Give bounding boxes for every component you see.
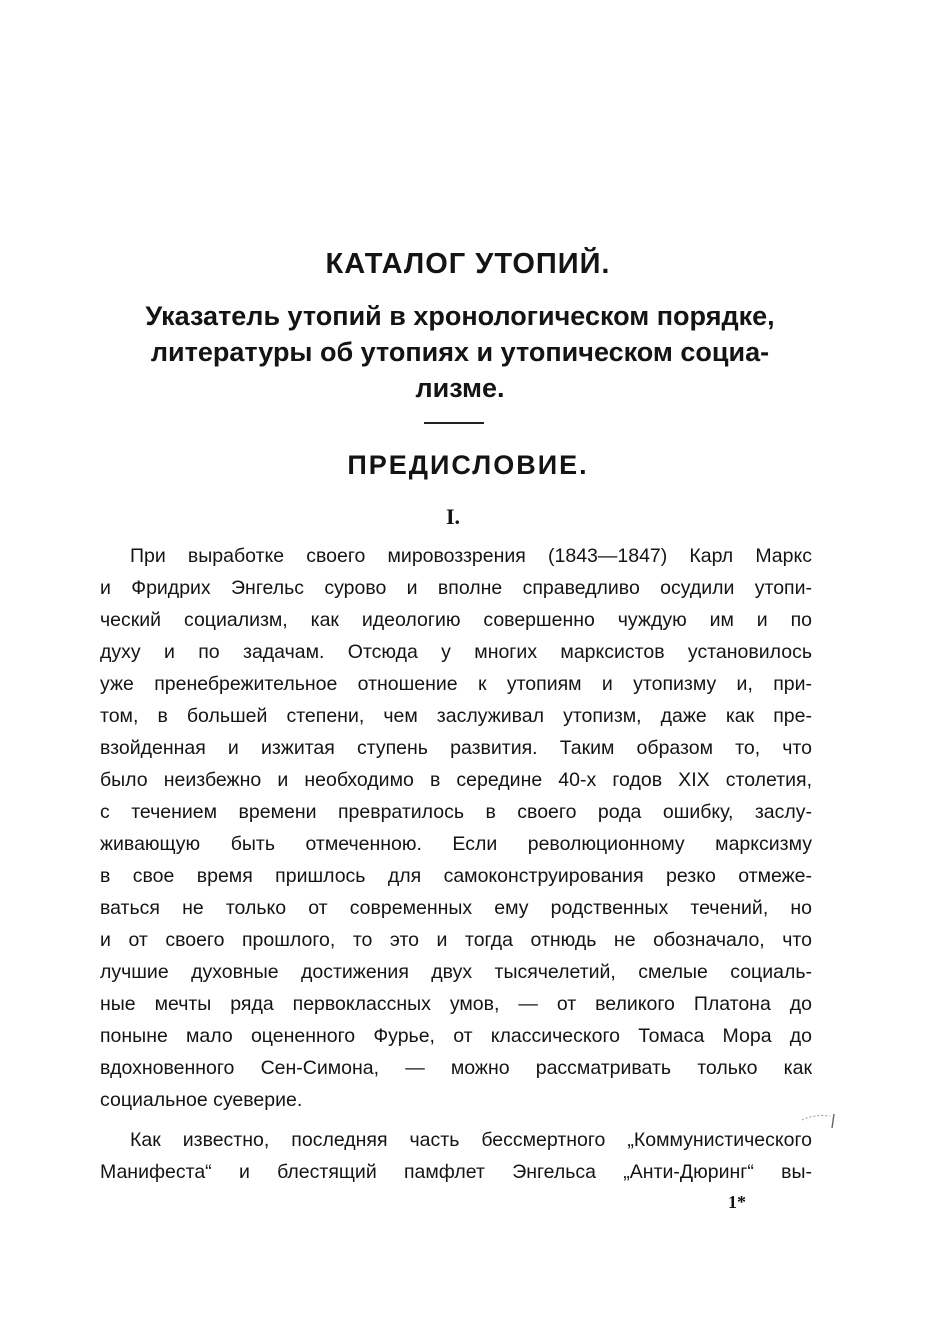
text-line: и от своего прошлого, то это и тогда отнюдь не обозначало, что — [100, 929, 812, 951]
section-divider — [424, 422, 484, 424]
text-line: ваться не только от современных ему родственных течений, но — [100, 897, 812, 919]
section-heading: ПРЕДИСЛОВИЕ. — [347, 450, 589, 480]
subtitle-line: лизме. — [415, 373, 505, 403]
body-text — [100, 540, 812, 1188]
text-line: и Фридрих Энгельс сурово и вполне справедливо осудили утопи- — [100, 577, 812, 599]
paragraph-gap — [100, 1116, 812, 1124]
text-line: взойденная и изжитая ступень развития. Таким образом то, что — [100, 737, 812, 759]
text-line: лучшие духовные достижения двух тысячелетий, смелые социаль- — [100, 961, 812, 983]
text-line: живающую быть отмеченною. Если революционному марксизму — [100, 833, 812, 855]
subtitle-line: Указатель утопий в хронологическом порядке, — [145, 301, 775, 331]
section-number: I. — [445, 504, 461, 529]
text-line: было неизбежно и необходимо в середине 40-х годов XIX столетия, — [100, 769, 812, 791]
page-title: КАТАЛОГ УТОПИЙ. — [325, 248, 611, 280]
text-line: При выработке своего мировоззрения (1843—1847) Карл Маркс — [130, 545, 812, 567]
text-line: том, в большей степени, чем заслуживал утопизм, даже как пре- — [100, 705, 812, 727]
text-line: ческий социализм, как идеологию совершенно чуждую им и по — [100, 609, 812, 631]
text-line: духу и по задачам. Отсюда у многих марксистов установилось — [100, 641, 812, 663]
pencil-mark-icon — [800, 1110, 840, 1140]
text-line: вдохновенного Сен-Симона, — можно рассматривать только как — [100, 1057, 812, 1079]
subtitle — [100, 298, 820, 406]
text-line: ные мечты ряда первоклассных умов, — от великого Платона до — [100, 993, 812, 1015]
text-line: в свое время пришлось для самоконструирования резко отмеже- — [100, 865, 812, 887]
text-line: с течением времени превратилось в своего рода ошибку, заслу- — [100, 801, 812, 823]
text-line: поныне мало оцененного Фурье, от классического Томаса Мора до — [100, 1025, 812, 1047]
text-line: уже пренебрежительное отношение к утопиям и утопизму и, при- — [100, 673, 812, 695]
subtitle-line: литературы об утопиях и утопическом социа- — [150, 337, 770, 367]
text-line: Как известно, последняя часть бессмертного „Коммунистического — [130, 1129, 812, 1151]
text-line: социальное суеверие. — [100, 1089, 303, 1111]
page-number: 1* — [728, 1192, 746, 1212]
text-line: Манифеста“ и блестящий памфлет Энгельса „Анти-Дюринг“ вы- — [100, 1161, 812, 1183]
